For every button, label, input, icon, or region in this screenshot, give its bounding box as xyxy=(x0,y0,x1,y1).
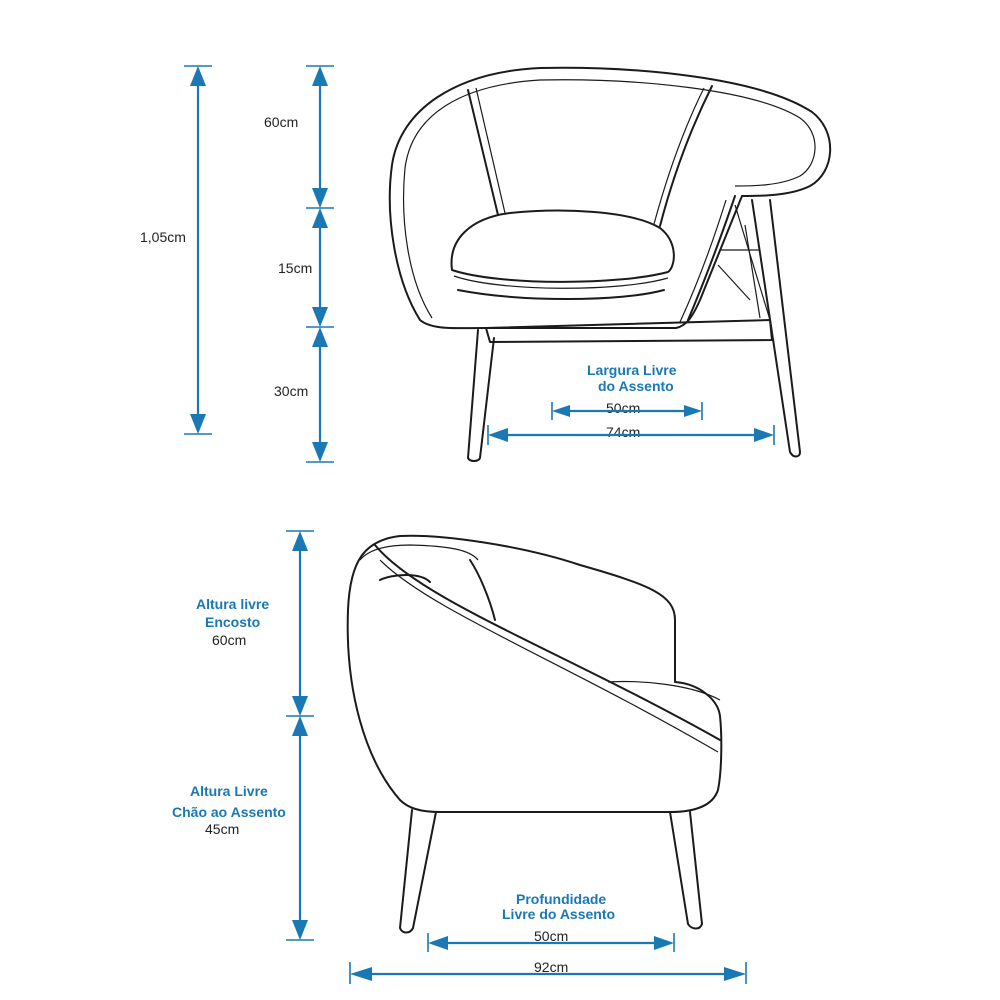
front-seat-width-title-1: Largura Livre xyxy=(587,362,677,378)
side-total-depth-label: 92cm xyxy=(534,959,569,975)
front-total-width-label: 74cm xyxy=(606,424,641,440)
side-view-chair xyxy=(348,536,722,933)
side-height-dimensions xyxy=(172,531,314,940)
front-seat-width-label: 50cm xyxy=(606,400,641,416)
front-total-height-label: 1,05cm xyxy=(140,229,186,245)
side-seat-title-2: Chão ao Assento xyxy=(172,804,286,820)
front-leg-height-label: 30cm xyxy=(274,383,309,399)
side-seat-depth-label: 50cm xyxy=(534,928,569,944)
side-depth-title-2: Livre do Assento xyxy=(502,906,616,922)
front-width-dimensions xyxy=(488,362,774,445)
front-cushion-height-label: 15cm xyxy=(278,260,313,276)
side-seat-height-label: 45cm xyxy=(205,821,240,837)
front-total-height-dimension xyxy=(140,66,212,434)
side-back-title-2: Encosto xyxy=(205,614,261,630)
front-back-height-label: 60cm xyxy=(264,114,299,130)
side-depth-title-1: Profundidade xyxy=(516,891,607,907)
front-partial-height-dimensions xyxy=(264,66,334,462)
side-seat-title-1: Altura Livre xyxy=(190,783,268,799)
side-depth-dimensions xyxy=(350,891,746,984)
side-back-title-1: Altura livre xyxy=(196,596,270,612)
front-seat-width-title-2: do Assento xyxy=(598,378,674,394)
side-back-height-label: 60cm xyxy=(212,632,247,648)
